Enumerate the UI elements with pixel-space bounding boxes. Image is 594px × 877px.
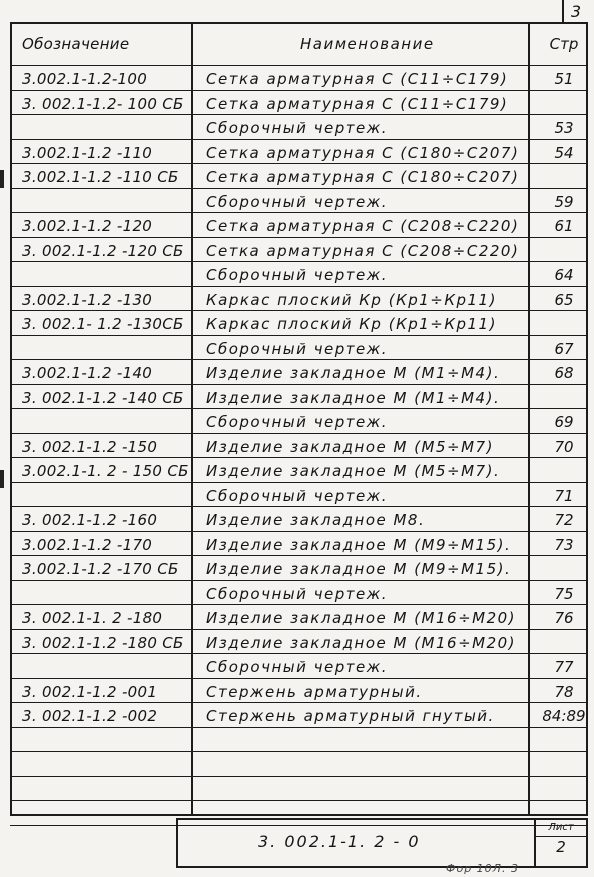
row-page (540, 385, 588, 410)
row-designation (22, 581, 192, 606)
row-page: 67 (554, 339, 574, 358)
row-designation (22, 409, 192, 434)
row-page (540, 777, 588, 802)
row-designation (22, 801, 192, 826)
row-page: 54 (554, 143, 574, 162)
row-name: Сетка арматурная С (С180÷С207) (206, 168, 520, 186)
row-designation: 3.002.1-1.2 -170 СБ (22, 560, 179, 578)
row-designation: 3.002.1-1.2 -110 (22, 143, 153, 162)
row-designation: 3. 002.1-1.2 -002 (22, 707, 158, 725)
table-row (10, 556, 588, 581)
binding-mark (0, 170, 4, 188)
row-name: Изделие закладное М (М16÷М20) (206, 633, 517, 652)
table-row (10, 605, 588, 630)
row-page: 76 (554, 609, 574, 627)
table-row (10, 532, 588, 557)
row-name: Стержень арматурный. (206, 682, 423, 701)
document-code: 3. 002.1-1. 2 - 0 (258, 832, 421, 851)
row-designation: 3. 002.1- 1.2 -130СБ (22, 315, 184, 333)
row-designation: 3.002.1-1.2 -120 (22, 217, 153, 235)
row-designation: 3. 002.1-1.2 -120 СБ (22, 241, 184, 260)
table-row (10, 385, 588, 410)
row-page: 53 (554, 119, 574, 137)
row-name: Сборочный чертеж. (206, 486, 388, 505)
table-row (10, 115, 588, 140)
row-name: Сетка арматурная С (С208÷С220) (206, 217, 520, 235)
row-name (206, 752, 541, 777)
row-name: Изделие закладное М (М5÷М7) (206, 437, 494, 456)
row-page (540, 458, 588, 483)
row-name: Сетка арматурная С (С180÷С207) (206, 143, 520, 162)
table-row (10, 311, 588, 336)
table-row (10, 483, 588, 508)
row-designation: 3. 002.1-1. 2 -180 (22, 609, 163, 627)
stamp-sheet-number: 2 (556, 838, 566, 856)
stamp-sheet-label: Лист (536, 820, 586, 837)
row-designation: 3. 002.1-1.2 -001 (22, 682, 158, 701)
row-name: Сборочный чертеж. (206, 413, 388, 431)
row-designation: 3. 002.1-1.2- 100 СБ (22, 94, 184, 113)
table-row (10, 581, 588, 606)
table-row (10, 752, 588, 777)
row-designation (22, 654, 192, 679)
row-page (540, 752, 588, 777)
row-name: Изделие закладное М (М16÷М20) (206, 609, 517, 627)
row-designation: 3.002.1-1.2 -130 (22, 290, 153, 309)
table-row (10, 238, 588, 263)
row-name: Сборочный чертеж. (206, 339, 388, 358)
row-page (540, 91, 588, 116)
row-name: Изделие закладное М (М9÷М15). (206, 535, 512, 554)
row-designation (22, 115, 192, 140)
table-row (10, 679, 588, 704)
row-page (540, 238, 588, 263)
row-page: 65 (554, 290, 574, 309)
row-designation (22, 752, 192, 777)
row-name: Сборочный чертеж. (206, 119, 388, 137)
table-row (10, 654, 588, 679)
header-designation: Обозначение (22, 35, 130, 53)
row-page: 77 (554, 658, 574, 676)
table-row (10, 140, 588, 165)
row-designation: 3.002.1-1.2 -140 (22, 364, 153, 382)
row-name (206, 728, 541, 753)
table-row (10, 777, 588, 802)
row-page: 51 (554, 70, 574, 88)
row-name: Сборочный чертеж. (206, 584, 388, 603)
row-designation: 3.002.1-1.2 -110 СБ (22, 168, 179, 186)
table-row (10, 360, 588, 385)
table-row (10, 164, 588, 189)
row-name: Каркас плоский Кр (Кр1÷Кр11) (206, 315, 497, 333)
row-name: Сетка арматурная С (С11÷С179) (206, 70, 509, 88)
row-name: Каркас плоский Кр (Кр1÷Кр11) (206, 290, 497, 309)
row-designation: 3. 002.1-1.2 -140 СБ (22, 388, 184, 407)
header-page: Стр (549, 35, 579, 53)
row-name: Изделие закладное М (М5÷М7). (206, 462, 501, 480)
format-footnote: Фор 10Л. 3 (446, 862, 519, 875)
table-row (10, 458, 588, 483)
row-name: Сетка арматурная С (С11÷С179) (206, 94, 509, 113)
row-page: 69 (554, 413, 574, 431)
table-row (10, 703, 588, 728)
table-row (10, 630, 588, 655)
row-page (540, 556, 588, 581)
row-designation (22, 728, 192, 753)
row-designation: 3.002.1-1.2-100 (22, 70, 148, 88)
row-name: Сборочный чертеж. (206, 658, 388, 676)
stamp-sheet-box (534, 820, 586, 866)
row-name (206, 777, 541, 802)
row-designation: 3. 002.1-1.2 -160 (22, 511, 158, 529)
table-row (10, 409, 588, 434)
row-page: 70 (554, 437, 574, 456)
row-name: Сборочный чертеж. (206, 266, 388, 284)
row-page: 59 (554, 192, 574, 211)
row-page: 61 (554, 217, 574, 235)
row-page (540, 630, 588, 655)
table-row (10, 213, 588, 238)
row-page: 84:89 (542, 707, 586, 725)
table-row (10, 287, 588, 312)
sheet-corner-number: 3 (562, 0, 588, 24)
table-row (10, 91, 588, 116)
row-name: Сборочный чертеж. (206, 192, 388, 211)
row-name: Сетка арматурная С (С208÷С220) (206, 241, 520, 260)
row-designation (22, 189, 192, 214)
row-designation (22, 336, 192, 361)
row-page: 75 (554, 584, 574, 603)
title-block-stamp (176, 818, 588, 868)
row-page: 78 (554, 682, 574, 701)
row-name: Изделие закладное М8. (206, 511, 426, 529)
row-designation (22, 483, 192, 508)
table-row (10, 66, 588, 91)
header-name: Наименование (300, 35, 435, 53)
row-designation (22, 777, 192, 802)
row-designation: 3. 002.1-1.2 -150 (22, 437, 158, 456)
row-page: 72 (554, 511, 574, 529)
row-name: Изделие закладное М (М9÷М15). (206, 560, 512, 578)
row-page: 68 (554, 364, 574, 382)
table-row (10, 434, 588, 459)
table-row (10, 728, 588, 753)
row-page: 64 (554, 266, 574, 284)
table-row (10, 507, 588, 532)
row-page: 73 (554, 535, 574, 554)
row-designation: 3.002.1-1. 2 - 150 СБ (22, 462, 189, 480)
table-row (10, 336, 588, 361)
row-designation: 3. 002.1-1.2 -180 СБ (22, 633, 184, 652)
row-page (540, 728, 588, 753)
row-page (540, 164, 588, 189)
row-designation: 3.002.1-1.2 -170 (22, 535, 153, 554)
row-page (540, 311, 588, 336)
row-designation (22, 262, 192, 287)
row-page: 71 (554, 486, 574, 505)
binding-mark (0, 470, 4, 488)
row-name: Стержень арматурный гнутый. (206, 707, 495, 725)
table-row (10, 189, 588, 214)
row-name: Изделие закладное М (М1÷М4). (206, 364, 501, 382)
table-row (10, 262, 588, 287)
row-name: Изделие закладное М (М1÷М4). (206, 388, 501, 407)
table-header (10, 22, 588, 66)
